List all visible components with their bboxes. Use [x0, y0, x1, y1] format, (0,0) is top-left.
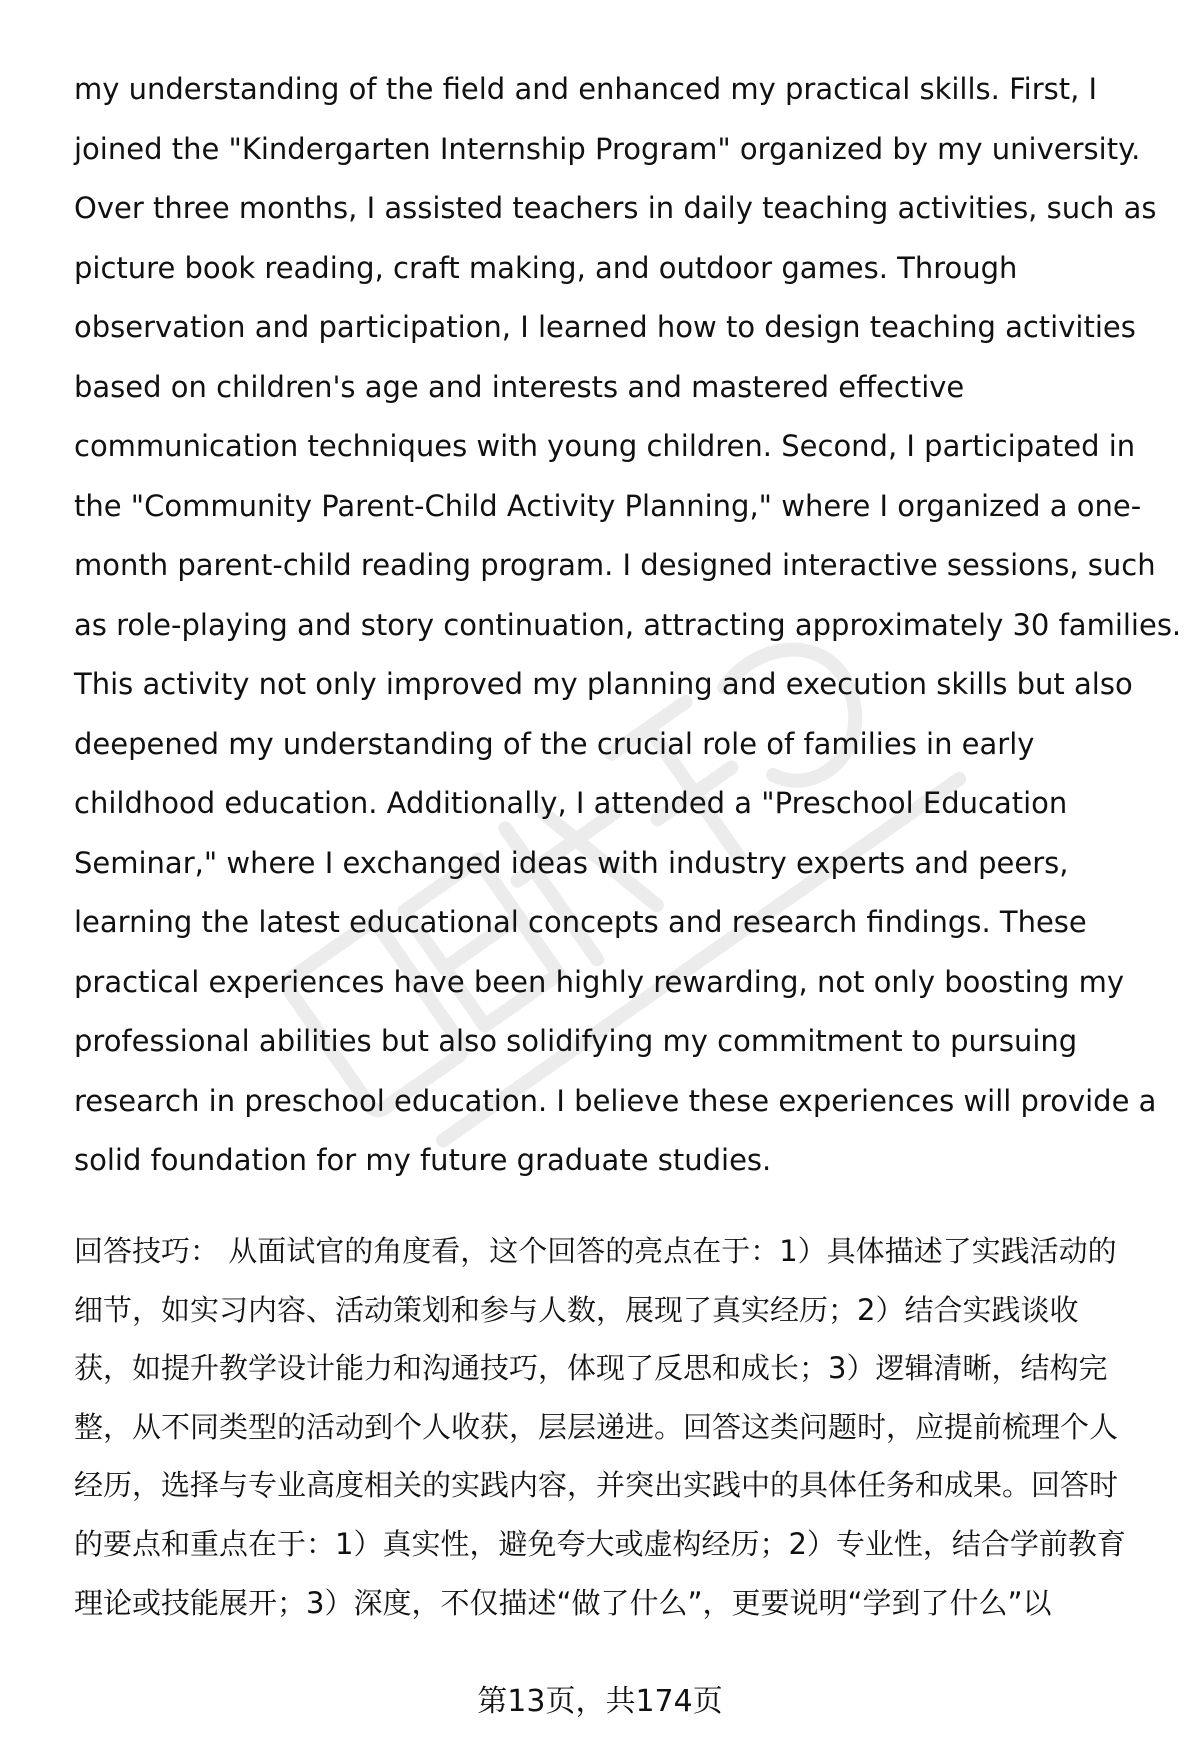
- answer-line: communication techniques with young children. Second, I participated in: [74, 429, 1136, 463]
- tips-line: 获，如提升教学设计能力和沟通技巧，体现了反思和成长；3）逻辑清晰，结构完: [74, 1351, 1108, 1386]
- answer-body-text: [74, 60, 1182, 1191]
- answer-line: solid foundation for my future graduate studies.: [74, 1143, 772, 1177]
- answer-line: joined the "Kindergarten Internship Program" organized by my university.: [74, 131, 1141, 166]
- page-number-footer: 第13页，共174页: [477, 1684, 723, 1719]
- tips-line: 理论或技能展开；3）深度，不仅描述“做了什么”，更要说明“学到了什么”以: [74, 1585, 1052, 1620]
- answer-line: picture book reading, craft making, and outdoor games. Through: [74, 250, 1018, 285]
- answer-line: deepened my understanding of the crucial role of families in early: [74, 726, 1035, 761]
- tips-line: 整，从不同类型的活动到个人收获，层层递进。回答这类问题时，应提前梳理个人: [74, 1409, 1119, 1444]
- answer-line: month parent-child reading program. I designed interactive sessions, such: [74, 548, 1156, 582]
- answer-line: the "Community Parent-Child Activity Planning," where I organized a one-: [74, 488, 1142, 523]
- answer-line: Over three months, I assisted teachers in daily teaching activities, such as: [74, 191, 1157, 225]
- answer-tips-text: [74, 1222, 1154, 1632]
- tips-line: 细节，如实习内容、活动策划和参与人数，展现了真实经历；2）结合实践谈收: [74, 1292, 1079, 1327]
- answer-line: learning the latest educational concepts and research findings. These: [74, 905, 1087, 939]
- tips-line: 经历，选择与专业高度相关的实践内容，并突出实践中的具体任务和成果。回答时: [74, 1468, 1119, 1503]
- answer-line: as role-playing and story continuation, attracting approximately 30 families.: [74, 607, 1182, 642]
- answer-line: practical experiences have been highly rewarding, not only boosting my: [74, 964, 1125, 999]
- answer-line: my understanding of the field and enhanced my practical skills. First, I: [74, 72, 1098, 106]
- answer-line: based on children's age and interests and mastered effective: [74, 369, 965, 404]
- answer-line: research in preschool education. I believe these experiences will provide a: [74, 1083, 1157, 1118]
- answer-line: Seminar," where I exchanged ideas with industry experts and peers,: [74, 845, 1069, 880]
- answer-line: This activity not only improved my planning and execution skills but also: [74, 667, 1133, 701]
- tips-line: 回答技巧： 从面试官的角度看，这个回答的亮点在于：1）具体描述了实践活动的: [74, 1234, 1117, 1268]
- tips-line: 的要点和重点在于：1）真实性，避免夸大或虚构经历；2）专业性，结合学前教育: [74, 1526, 1126, 1561]
- answer-line: observation and participation, I learned how to design teaching activities: [74, 310, 1136, 344]
- answer-line: childhood education. Additionally, I attended a "Preschool Education: [74, 786, 1068, 820]
- answer-line: professional abilities but also solidifying my commitment to pursuing: [74, 1024, 1078, 1058]
